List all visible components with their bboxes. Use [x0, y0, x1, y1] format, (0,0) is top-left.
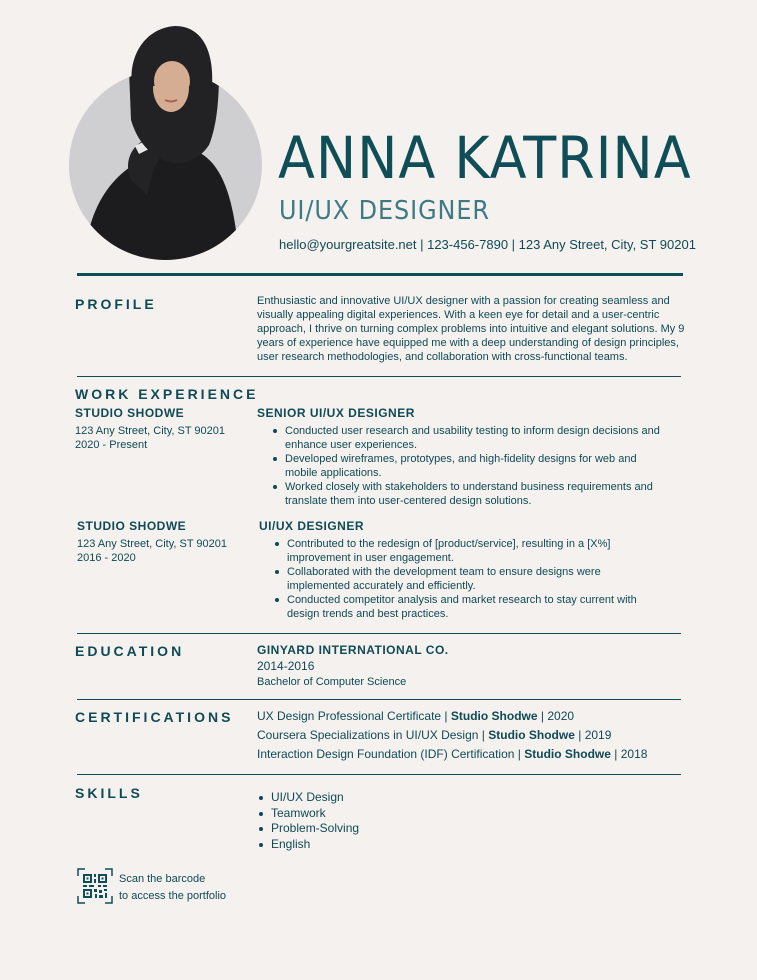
section-divider — [77, 699, 681, 700]
list-item: Contributed to the redesign of [product/service], resulting in a [X%] improvement in user engagement. — [273, 537, 663, 565]
section-divider — [77, 633, 681, 634]
certification-year: 2020 — [547, 709, 575, 723]
education-school: GINYARD INTERNATIONAL CO. — [257, 643, 449, 657]
job-position: UI/UX DESIGNER — [259, 519, 365, 533]
section-divider — [77, 376, 681, 377]
certification-item: UX Design Professional Certificate | Studio Shodwe | 2020 — [257, 709, 575, 723]
certification-name: Coursera Specializations in UI/UX Design — [257, 728, 479, 742]
job-dates: 2020 - Present — [75, 439, 148, 451]
candidate-name: ANNA KATRINA — [278, 124, 692, 192]
job-2-info — [77, 519, 227, 565]
job-2-details — [259, 519, 663, 621]
certifications-heading: CERTIFICATIONS — [75, 709, 234, 725]
profile-heading: PROFILE — [75, 296, 157, 312]
hijab-top — [120, 26, 220, 86]
person-head — [69, 70, 262, 260]
list-item: Collaborated with the development team to ensure designs were implemented accurately and efficiently. — [273, 565, 663, 593]
certification-item: Interaction Design Foundation (IDF) Certification | Studio Shodwe | 2018 — [257, 747, 648, 761]
certification-issuer: Studio Shodwe — [524, 747, 611, 761]
contact-info: hello@yourgreatsite.net | 123-456-7890 | 123 Any Street, City, ST 90201 — [279, 237, 696, 252]
qr-caption-line1: Scan the barcode — [119, 873, 206, 885]
job-address: 123 Any Street, City, ST 90201 — [77, 538, 228, 550]
profile-text: Enthusiastic and innovative UI/UX designer with a passion for creating seamless and visually appealing digital experiences. With a keen eye for detail and a user-centric approach, I thrive on turning complex problems into intuitive and elegant solutions. My 9 years of experience have equipped me with a deep understanding of design principles, user research methodologies, and collaboration with cross-functional teams. — [257, 295, 685, 363]
job-1-details — [257, 406, 661, 508]
job-bullets — [273, 537, 663, 621]
certification-name: Interaction Design Foundation (IDF) Certification — [257, 747, 515, 761]
list-item: Problem-Solving — [257, 821, 359, 837]
certification-issuer: Studio Shodwe — [450, 709, 538, 723]
list-item: UI/UX Design — [257, 790, 359, 806]
certification-year: 2018 — [620, 747, 648, 761]
education-heading: EDUCATION — [75, 643, 185, 659]
work-experience-heading: WORK EXPERIENCE — [75, 386, 259, 402]
job-company: STUDIO SHODWE — [75, 406, 185, 420]
list-item: Conducted user research and usability testing to inform design decisions and enhance user experiences. — [271, 424, 661, 452]
certification-name: UX Design Professional Certificate — [257, 709, 442, 723]
certifications-list — [257, 707, 647, 764]
job-address: 123 Any Street, City, ST 90201 — [75, 425, 226, 437]
job-1-info — [75, 406, 225, 452]
qr-code-icon[interactable] — [77, 868, 113, 904]
list-item: Conducted competitor analysis and market research to stay current with design trends and best practices. — [273, 593, 663, 621]
list-item: Developed wireframes, prototypes, and high-fidelity designs for web and mobile applications. — [271, 452, 661, 480]
list-item: Teamwork — [257, 806, 359, 822]
job-dates: 2016 - 2020 — [77, 552, 136, 564]
profile-photo — [69, 70, 262, 260]
qr-caption — [119, 871, 226, 905]
list-item: English — [257, 837, 359, 853]
certification-year: 2019 — [584, 728, 612, 742]
skills-list — [257, 790, 359, 852]
job-company: STUDIO SHODWE — [77, 519, 187, 533]
job-bullets — [271, 424, 661, 508]
education-years: 2014-2016 — [257, 659, 315, 673]
education-details — [257, 643, 449, 688]
list-item: Worked closely with stakeholders to understand business requirements and translate them into user-centered design solutions. — [271, 480, 661, 508]
candidate-role: UI/UX DESIGNER — [279, 196, 490, 226]
certification-item: Coursera Specializations in UI/UX Design | Studio Shodwe | 2019 — [257, 728, 612, 742]
skills-heading: SKILLS — [75, 785, 143, 801]
section-divider — [77, 774, 681, 775]
header-divider — [77, 273, 683, 276]
education-degree: Bachelor of Computer Science — [257, 676, 407, 688]
qr-caption-line2: to access the portfolio — [119, 890, 227, 902]
certification-issuer: Studio Shodwe — [488, 728, 575, 742]
job-position: SENIOR UI/UX DESIGNER — [257, 406, 415, 420]
